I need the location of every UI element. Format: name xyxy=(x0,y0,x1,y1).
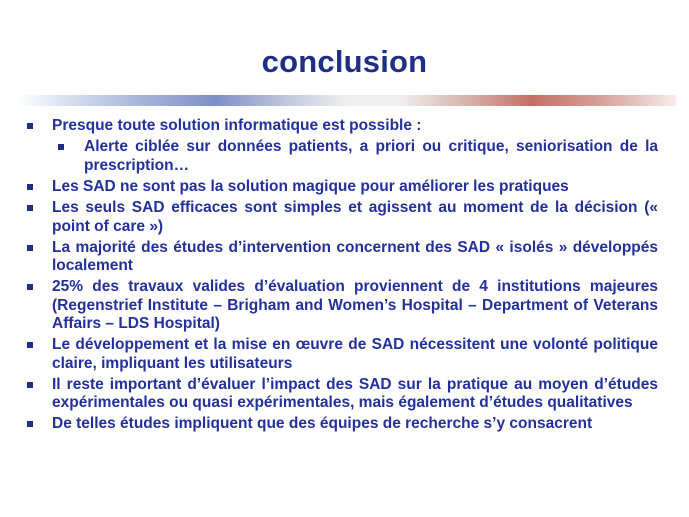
square-bullet-icon xyxy=(27,205,33,211)
bullet-text: 25% des travaux valides d’évaluation proviennent de 4 institutions majeures (Regenstrief Institute – Brigham and Women’s Hospital – Department of Veterans Affairs – LDS Hospital) xyxy=(52,278,658,332)
bullet-item xyxy=(20,376,658,413)
bullet-item xyxy=(20,239,658,276)
bullet-text: Alerte ciblée sur données patients, a priori ou critique, seniorisation de la prescription… xyxy=(84,138,658,174)
square-bullet-icon xyxy=(27,284,33,290)
bullet-text: Les SAD ne sont pas la solution magique pour améliorer les pratiques xyxy=(52,178,569,195)
bullet-item xyxy=(20,178,658,197)
bullet-text: La majorité des études d’intervention concernent des SAD « isolés » développés localement xyxy=(52,238,658,274)
bullet-item xyxy=(20,278,658,334)
bullet-text: Les seuls SAD efficaces sont simples et agissent au moment de la décision (« point of care ») xyxy=(52,199,658,235)
bullet-item xyxy=(20,117,658,136)
bullet-list xyxy=(20,117,658,436)
square-bullet-icon xyxy=(27,123,33,129)
slide-title: conclusion xyxy=(261,44,428,79)
bullet-item xyxy=(20,199,658,236)
square-bullet-icon xyxy=(27,342,33,348)
bullet-text: Il reste important d’évaluer l’impact des SAD sur la pratique au moyen d’études expérimentales ou quasi expérimentales, mais également d’études qualitatives xyxy=(52,375,658,411)
sub-bullet-item xyxy=(20,138,658,175)
square-bullet-icon xyxy=(27,421,33,427)
title-divider xyxy=(18,95,676,106)
square-bullet-icon xyxy=(27,245,33,251)
bullet-item xyxy=(20,415,658,434)
bullet-item xyxy=(20,336,658,373)
square-bullet-icon xyxy=(58,144,64,150)
bullet-text: Presque toute solution informatique est possible : xyxy=(52,117,422,134)
bullet-text: De telles études impliquent que des équipes de recherche s’y consacrent xyxy=(52,415,593,432)
square-bullet-icon xyxy=(27,382,33,388)
square-bullet-icon xyxy=(27,184,33,190)
bullet-text: Le développement et la mise en œuvre de SAD nécessitent une volonté politique claire, impliquant les utilisateurs xyxy=(52,336,658,372)
